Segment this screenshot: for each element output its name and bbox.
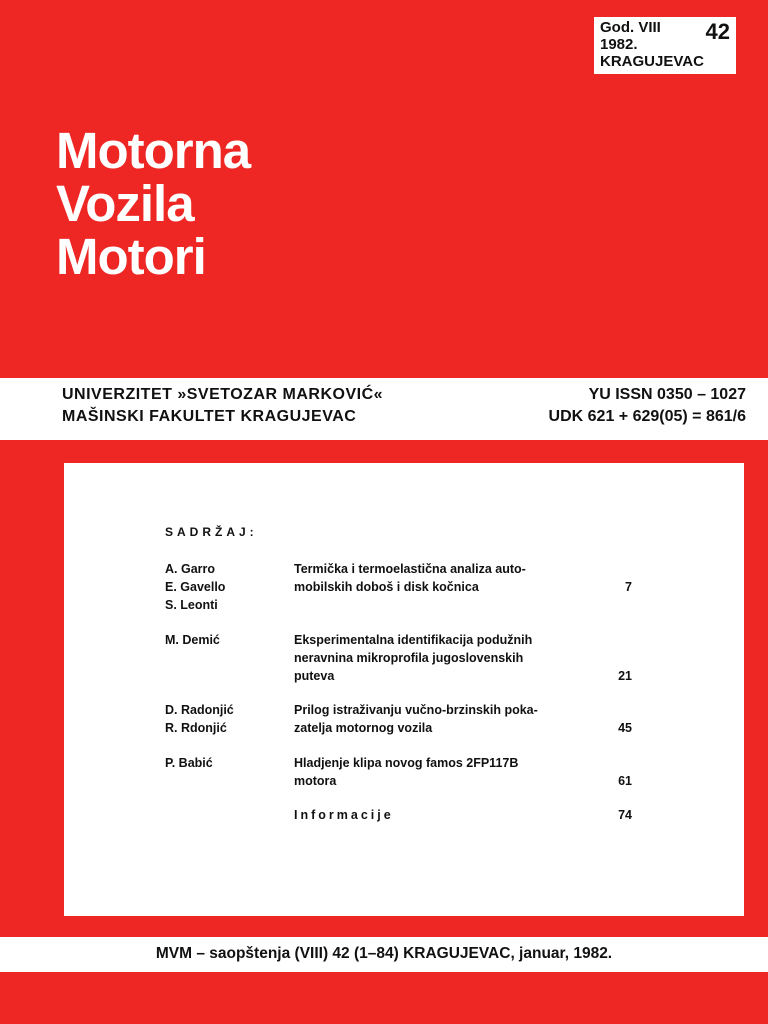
issn-code: YU ISSN 0350 – 1027 — [588, 386, 746, 403]
entry-page-number: 45 — [618, 721, 632, 735]
author-name: M. Demić — [165, 633, 220, 647]
entry-authors — [165, 754, 213, 772]
entry-authors — [165, 701, 234, 737]
entry-title-line: neravnina mikroprofila jugoslovenskih — [294, 651, 524, 665]
journal-title-line: Vozila — [56, 175, 194, 232]
issue-volume: God. VIII — [600, 19, 661, 36]
footer-citation: MVM – saopštenja (VIII) 42 (1–84) KRAGUJEVAC, januar, 1982. — [155, 945, 613, 962]
entry-title — [294, 631, 599, 685]
entry-title — [294, 560, 599, 596]
entry-title-line: Eksperimentalna identifikacija podužnih — [294, 633, 533, 647]
journal-title — [56, 124, 250, 283]
entry-authors — [165, 560, 225, 614]
author-name: A. Garro — [165, 562, 216, 576]
issue-year: 1982. — [600, 36, 638, 53]
udk-code: UDK 621 + 629(05) = 861/6 — [548, 408, 746, 425]
footer-band — [0, 937, 768, 972]
entry-title-line: puteva — [294, 669, 335, 683]
faculty-name: MAŠINSKI FAKULTET KRAGUJEVAC — [62, 408, 357, 425]
entry-authors — [165, 631, 220, 649]
issue-city: KRAGUJEVAC — [600, 53, 704, 70]
journal-title-line: Motori — [56, 228, 206, 285]
entry-page-number: 61 — [618, 774, 632, 788]
entry-title-line: Informacije — [294, 808, 394, 822]
publisher-names — [62, 384, 383, 428]
author-name: D. Radonjić — [165, 703, 234, 717]
entry-title-line: mobilskih doboš i disk kočnica — [294, 580, 479, 594]
entry-title — [294, 806, 599, 824]
contents-heading: SADRŽAJ: — [165, 525, 258, 539]
university-name: UNIVERZITET »SVETOZAR MARKOVIĆ« — [62, 386, 384, 403]
entry-page-number: 74 — [618, 808, 632, 822]
entry-title — [294, 701, 599, 737]
author-name: R. Rdonjić — [165, 721, 227, 735]
author-name: E. Gavello — [165, 580, 226, 594]
entry-title-line: motora — [294, 774, 337, 788]
entry-title-line: zatelja motornog vozila — [294, 721, 433, 735]
entry-page-number: 7 — [625, 580, 632, 594]
publisher-band — [0, 378, 768, 440]
author-name: S. Leonti — [165, 598, 218, 612]
entry-title-line: Termička i termoelastična analiza auto- — [294, 562, 526, 576]
issue-info-box — [594, 17, 736, 74]
contents-panel — [64, 463, 744, 916]
entry-page-number: 21 — [618, 669, 632, 683]
entry-title-line: Hladjenje klipa novog famos 2FP117B — [294, 756, 519, 770]
publication-codes — [549, 384, 746, 428]
issue-number: 42 — [705, 19, 730, 44]
entry-title-line: Prilog istraživanju vučno-brzinskih poka- — [294, 703, 538, 717]
journal-title-line: Motorna — [56, 122, 251, 179]
author-name: P. Babić — [165, 756, 213, 770]
entry-title — [294, 754, 599, 790]
